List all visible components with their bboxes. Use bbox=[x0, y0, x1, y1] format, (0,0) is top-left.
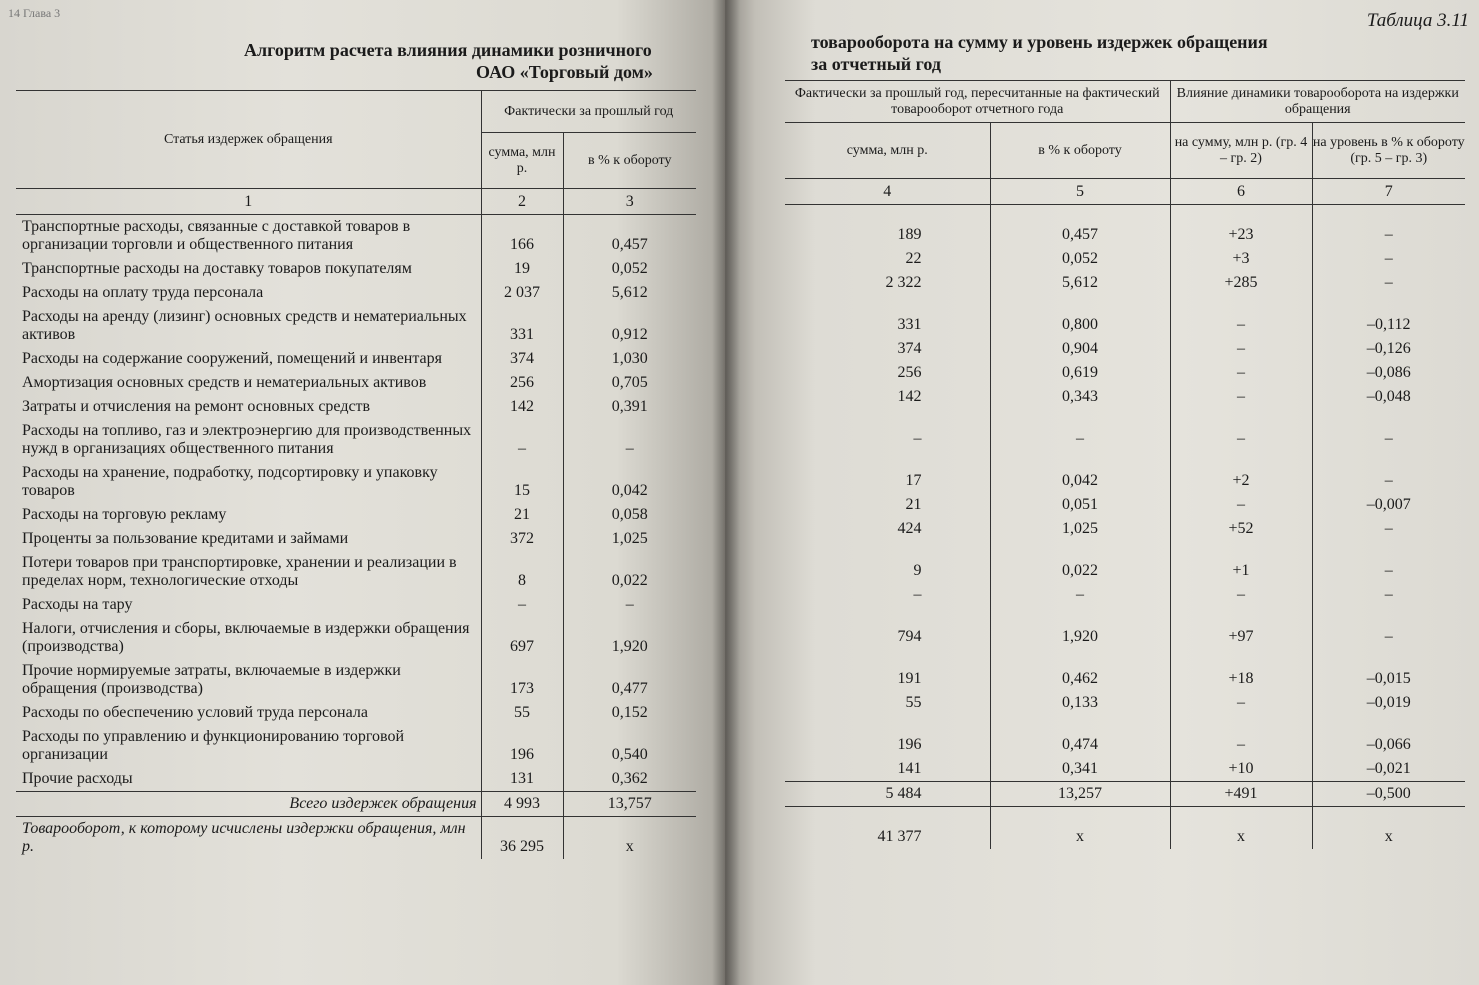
table-row bbox=[16, 593, 696, 617]
row-delta-sum: – bbox=[1170, 583, 1312, 607]
row-pct-recalc: 0,343 bbox=[990, 385, 1170, 409]
row-sum-recalc: 256 bbox=[897, 364, 922, 381]
total-label: Всего издержек обращения bbox=[16, 792, 481, 817]
row-delta-level: – bbox=[1312, 541, 1465, 583]
row-pct: 0,912 bbox=[611, 326, 648, 343]
total-row bbox=[16, 792, 696, 817]
row-pct-recalc: 0,457 bbox=[990, 205, 1170, 248]
row-pct: – bbox=[625, 596, 634, 613]
row-pct: 0,457 bbox=[611, 236, 648, 253]
row-delta-level: – bbox=[1312, 205, 1465, 248]
row-sum: 256 bbox=[481, 371, 563, 395]
row-delta-level: – bbox=[1312, 271, 1465, 295]
row-sum: – bbox=[481, 419, 563, 461]
title-line-1: Алгоритм расчета влияния динамики розничного bbox=[244, 40, 652, 60]
row-delta-sum: +3 bbox=[1170, 247, 1312, 271]
row-pct: 5,612 bbox=[611, 284, 648, 301]
header-col6: на сумму, млн р. (гр. 4 – гр. 2) bbox=[1170, 123, 1312, 179]
row-delta-level: –0,048 bbox=[1312, 385, 1465, 409]
row-pct-recalc: 1,025 bbox=[990, 517, 1170, 541]
turnover-sum: 36 295 bbox=[481, 817, 563, 860]
row-pct: 1,920 bbox=[611, 638, 648, 655]
row-delta-sum: – bbox=[1170, 337, 1312, 361]
row-pct-recalc: 0,462 bbox=[990, 649, 1170, 691]
row-delta-level: – bbox=[1312, 409, 1465, 451]
left-table bbox=[16, 90, 696, 859]
row-pct-recalc: – bbox=[990, 583, 1170, 607]
row-sum-recalc: 191 bbox=[897, 670, 922, 687]
row-pct-recalc: 0,619 bbox=[990, 361, 1170, 385]
table-row bbox=[16, 503, 696, 527]
row-sum-recalc: 21 bbox=[905, 496, 922, 513]
header-col3: в % к обороту bbox=[563, 133, 696, 189]
right-page bbox=[725, 0, 1479, 985]
total-pct-recalc: 13,257 bbox=[990, 782, 1170, 807]
table-row bbox=[785, 295, 1465, 337]
table-row bbox=[16, 215, 696, 258]
row-delta-sum: – bbox=[1170, 295, 1312, 337]
turnover-delta-level: x bbox=[1312, 807, 1465, 850]
table-label: Таблица 3.11 bbox=[1366, 10, 1469, 31]
row-pct-recalc: 0,904 bbox=[990, 337, 1170, 361]
row-sum: 55 bbox=[481, 701, 563, 725]
row-pct: 0,042 bbox=[611, 482, 648, 499]
row-name: Транспортные расходы на доставку товаров покупателям bbox=[22, 260, 412, 277]
row-pct: 1,030 bbox=[611, 350, 648, 367]
header-col1: Статья издержек обращения bbox=[16, 91, 481, 189]
turnover-row bbox=[16, 817, 696, 860]
row-sum-recalc: 196 bbox=[897, 736, 922, 753]
header-col4: сумма, млн р. bbox=[785, 123, 990, 179]
table-row bbox=[785, 337, 1465, 361]
row-delta-sum: +18 bbox=[1170, 649, 1312, 691]
table-row bbox=[785, 247, 1465, 271]
row-delta-level: – bbox=[1312, 247, 1465, 271]
row-sum-recalc: 189 bbox=[897, 226, 922, 243]
table-row bbox=[16, 701, 696, 725]
row-name: Затраты и отчисления на ремонт основных средств bbox=[22, 398, 371, 415]
row-pct-recalc: – bbox=[990, 409, 1170, 451]
row-name: Проценты за пользование кредитами и займами bbox=[22, 530, 349, 547]
row-sum: 15 bbox=[481, 461, 563, 503]
row-name: Транспортные расходы, связанные с доставкой товаров в организации торговли и общественного питания bbox=[22, 218, 411, 253]
row-delta-level: – bbox=[1312, 451, 1465, 493]
table-row bbox=[16, 527, 696, 551]
table-row bbox=[785, 409, 1465, 451]
row-name: Потери товаров при транспортировке, хранении и реализации в пределах норм, технологические отходы bbox=[22, 554, 457, 589]
row-delta-level: –0,086 bbox=[1312, 361, 1465, 385]
row-pct: 0,477 bbox=[611, 680, 648, 697]
table-row bbox=[16, 767, 696, 792]
row-delta-level: –0,019 bbox=[1312, 691, 1465, 715]
row-sum: 331 bbox=[481, 305, 563, 347]
row-delta-level: – bbox=[1312, 607, 1465, 649]
row-pct: 1,025 bbox=[611, 530, 648, 547]
table-row bbox=[785, 271, 1465, 295]
table-row bbox=[16, 659, 696, 701]
table-row bbox=[16, 371, 696, 395]
row-sum: 697 bbox=[481, 617, 563, 659]
row-sum: 131 bbox=[481, 767, 563, 792]
row-pct: 0,705 bbox=[611, 374, 648, 391]
right-table bbox=[785, 80, 1465, 849]
row-delta-sum: – bbox=[1170, 361, 1312, 385]
turnover-pct: x bbox=[563, 817, 696, 860]
header-col2: сумма, млн р. bbox=[481, 133, 563, 189]
table-row bbox=[785, 649, 1465, 691]
row-delta-level: –0,126 bbox=[1312, 337, 1465, 361]
row-pct-recalc: 0,341 bbox=[990, 757, 1170, 782]
colnum-3: 3 bbox=[563, 189, 696, 215]
row-delta-level: – bbox=[1312, 517, 1465, 541]
colnum-1: 1 bbox=[16, 189, 481, 215]
turnover-sum-recalc: 41 377 bbox=[785, 807, 990, 850]
header-col7: на уровень в % к обороту (гр. 5 – гр. 3) bbox=[1312, 123, 1465, 179]
table-row bbox=[16, 395, 696, 419]
row-delta-level: –0,066 bbox=[1312, 715, 1465, 757]
row-sum-recalc: 142 bbox=[897, 388, 922, 405]
row-pct: 0,058 bbox=[611, 506, 648, 523]
row-sum-recalc: 9 bbox=[913, 562, 922, 579]
turnover-delta-sum: x bbox=[1170, 807, 1312, 850]
total-delta-level: –0,500 bbox=[1312, 782, 1465, 807]
row-pct-recalc: 0,800 bbox=[990, 295, 1170, 337]
row-name: Прочие расходы bbox=[22, 770, 133, 787]
total-pct: 13,757 bbox=[563, 792, 696, 817]
row-delta-sum: – bbox=[1170, 385, 1312, 409]
row-name: Расходы по управлению и функционированию торговой организации bbox=[22, 728, 405, 763]
colnum-2: 2 bbox=[481, 189, 563, 215]
table-row bbox=[16, 551, 696, 593]
row-sum-recalc: 22 bbox=[905, 250, 922, 267]
row-pct-recalc: 1,920 bbox=[990, 607, 1170, 649]
title-line-2: ОАО «Торговый дом» bbox=[476, 62, 653, 82]
turnover-label: Товарооборот, к которому исчислены издержки обращения, млн р. bbox=[16, 817, 481, 860]
table-row bbox=[785, 583, 1465, 607]
row-name: Налоги, отчисления и сборы, включаемые в издержки обращения (производства) bbox=[22, 620, 470, 655]
row-delta-level: –0,015 bbox=[1312, 649, 1465, 691]
row-pct-recalc: 0,042 bbox=[990, 451, 1170, 493]
row-sum: 8 bbox=[481, 551, 563, 593]
row-sum-recalc: 424 bbox=[897, 520, 922, 537]
row-name: Расходы на аренду (лизинг) основных средств и нематериальных активов bbox=[22, 308, 467, 343]
table-row bbox=[16, 419, 696, 461]
table-row bbox=[785, 493, 1465, 517]
row-sum-recalc: 141 bbox=[897, 760, 922, 777]
row-sum: 166 bbox=[481, 215, 563, 258]
row-sum-recalc: 374 bbox=[897, 340, 922, 357]
row-sum: 21 bbox=[481, 503, 563, 527]
row-sum: 196 bbox=[481, 725, 563, 767]
row-name: Прочие нормируемые затраты, включаемые в издержки обращения (производства) bbox=[22, 662, 401, 697]
row-delta-sum: – bbox=[1170, 409, 1312, 451]
row-sum: 173 bbox=[481, 659, 563, 701]
table-row bbox=[16, 617, 696, 659]
row-pct-recalc: 0,051 bbox=[990, 493, 1170, 517]
table-row bbox=[785, 517, 1465, 541]
colnum-4: 4 bbox=[785, 179, 990, 205]
row-delta-sum: – bbox=[1170, 493, 1312, 517]
table-row bbox=[16, 305, 696, 347]
total-delta-sum: +491 bbox=[1170, 782, 1312, 807]
header-col5: в % к обороту bbox=[990, 123, 1170, 179]
row-sum: 19 bbox=[481, 257, 563, 281]
row-name: Расходы на хранение, подработку, подсортировку и упаковку товаров bbox=[22, 464, 438, 499]
row-pct-recalc: 0,133 bbox=[990, 691, 1170, 715]
row-delta-level: –0,112 bbox=[1312, 295, 1465, 337]
total-sum: 4 993 bbox=[481, 792, 563, 817]
row-sum: 2 037 bbox=[481, 281, 563, 305]
row-delta-level: –0,007 bbox=[1312, 493, 1465, 517]
row-pct-recalc: 0,022 bbox=[990, 541, 1170, 583]
row-name: Расходы на топливо, газ и электроэнергию для производственных нужд в организациях общественного питания bbox=[22, 422, 472, 457]
row-pct-recalc: 0,052 bbox=[990, 247, 1170, 271]
table-row bbox=[785, 541, 1465, 583]
row-delta-sum: +1 bbox=[1170, 541, 1312, 583]
table-row bbox=[785, 691, 1465, 715]
row-name: Расходы на содержание сооружений, помещений и инвентаря bbox=[22, 350, 443, 367]
table-row bbox=[785, 607, 1465, 649]
colnum-5: 5 bbox=[990, 179, 1170, 205]
header-group-fact: Фактически за прошлый год bbox=[481, 91, 696, 133]
table-row bbox=[16, 461, 696, 503]
table-row bbox=[785, 451, 1465, 493]
row-pct-recalc: 5,612 bbox=[990, 271, 1170, 295]
row-sum-recalc: 55 bbox=[905, 694, 922, 711]
title-cont-line-2: за отчетный год bbox=[811, 54, 941, 74]
header-group-recalc: Фактически за прошлый год, пересчитанные на фактический товарооборот отчетного года bbox=[785, 81, 1170, 123]
row-pct: 0,391 bbox=[611, 398, 648, 415]
row-sum: 372 bbox=[481, 527, 563, 551]
row-delta-sum: +2 bbox=[1170, 451, 1312, 493]
colnum-6: 6 bbox=[1170, 179, 1312, 205]
turnover-row bbox=[785, 807, 1465, 850]
row-pct: 0,052 bbox=[611, 260, 648, 277]
row-sum-recalc: 17 bbox=[905, 472, 922, 489]
row-delta-level: – bbox=[1312, 583, 1465, 607]
row-pct: 0,540 bbox=[611, 746, 648, 763]
row-delta-level: –0,021 bbox=[1312, 757, 1465, 782]
table-row bbox=[16, 257, 696, 281]
row-sum-recalc: – bbox=[913, 430, 922, 447]
row-name: Расходы на оплату труда персонала bbox=[22, 284, 264, 301]
row-pct: 0,152 bbox=[611, 704, 648, 721]
row-name: Расходы на торговую рекламу bbox=[22, 506, 227, 523]
row-pct-recalc: 0,474 bbox=[990, 715, 1170, 757]
book-gutter bbox=[712, 0, 740, 985]
colnum-7: 7 bbox=[1312, 179, 1465, 205]
row-delta-sum: +10 bbox=[1170, 757, 1312, 782]
row-delta-sum: +23 bbox=[1170, 205, 1312, 248]
row-pct: 0,022 bbox=[611, 572, 648, 589]
row-name: Расходы на тару bbox=[22, 596, 133, 613]
table-row bbox=[16, 347, 696, 371]
table-row bbox=[785, 715, 1465, 757]
header-group-influence: Влияние динамики товарооборота на издержки обращения bbox=[1170, 81, 1465, 123]
table-row bbox=[785, 385, 1465, 409]
total-row bbox=[785, 782, 1465, 807]
row-sum-recalc: 794 bbox=[897, 628, 922, 645]
row-name: Амортизация основных средств и нематериальных активов bbox=[22, 374, 427, 391]
table-row bbox=[16, 281, 696, 305]
total-sum-recalc: 5 484 bbox=[785, 782, 990, 807]
turnover-pct-recalc: x bbox=[990, 807, 1170, 850]
row-sum-recalc: – bbox=[913, 586, 922, 603]
row-pct: – bbox=[625, 440, 634, 457]
row-delta-sum: – bbox=[1170, 691, 1312, 715]
row-name: Расходы по обеспечению условий труда персонала bbox=[22, 704, 368, 721]
table-row bbox=[16, 725, 696, 767]
row-delta-sum: +97 bbox=[1170, 607, 1312, 649]
table-row bbox=[785, 205, 1465, 248]
row-pct: 0,362 bbox=[611, 770, 648, 787]
row-delta-sum: – bbox=[1170, 715, 1312, 757]
left-page bbox=[0, 0, 725, 985]
table-row bbox=[785, 757, 1465, 782]
row-sum: 142 bbox=[481, 395, 563, 419]
row-delta-sum: +285 bbox=[1170, 271, 1312, 295]
title-cont-line-1: товарооборота на сумму и уровень издержек обращения bbox=[811, 32, 1268, 52]
running-head: 14 Глава 3 bbox=[8, 6, 61, 20]
row-delta-sum: +52 bbox=[1170, 517, 1312, 541]
row-sum: – bbox=[481, 593, 563, 617]
table-row bbox=[785, 361, 1465, 385]
row-sum-recalc: 331 bbox=[897, 316, 922, 333]
row-sum: 374 bbox=[481, 347, 563, 371]
row-sum-recalc: 2 322 bbox=[885, 274, 922, 291]
